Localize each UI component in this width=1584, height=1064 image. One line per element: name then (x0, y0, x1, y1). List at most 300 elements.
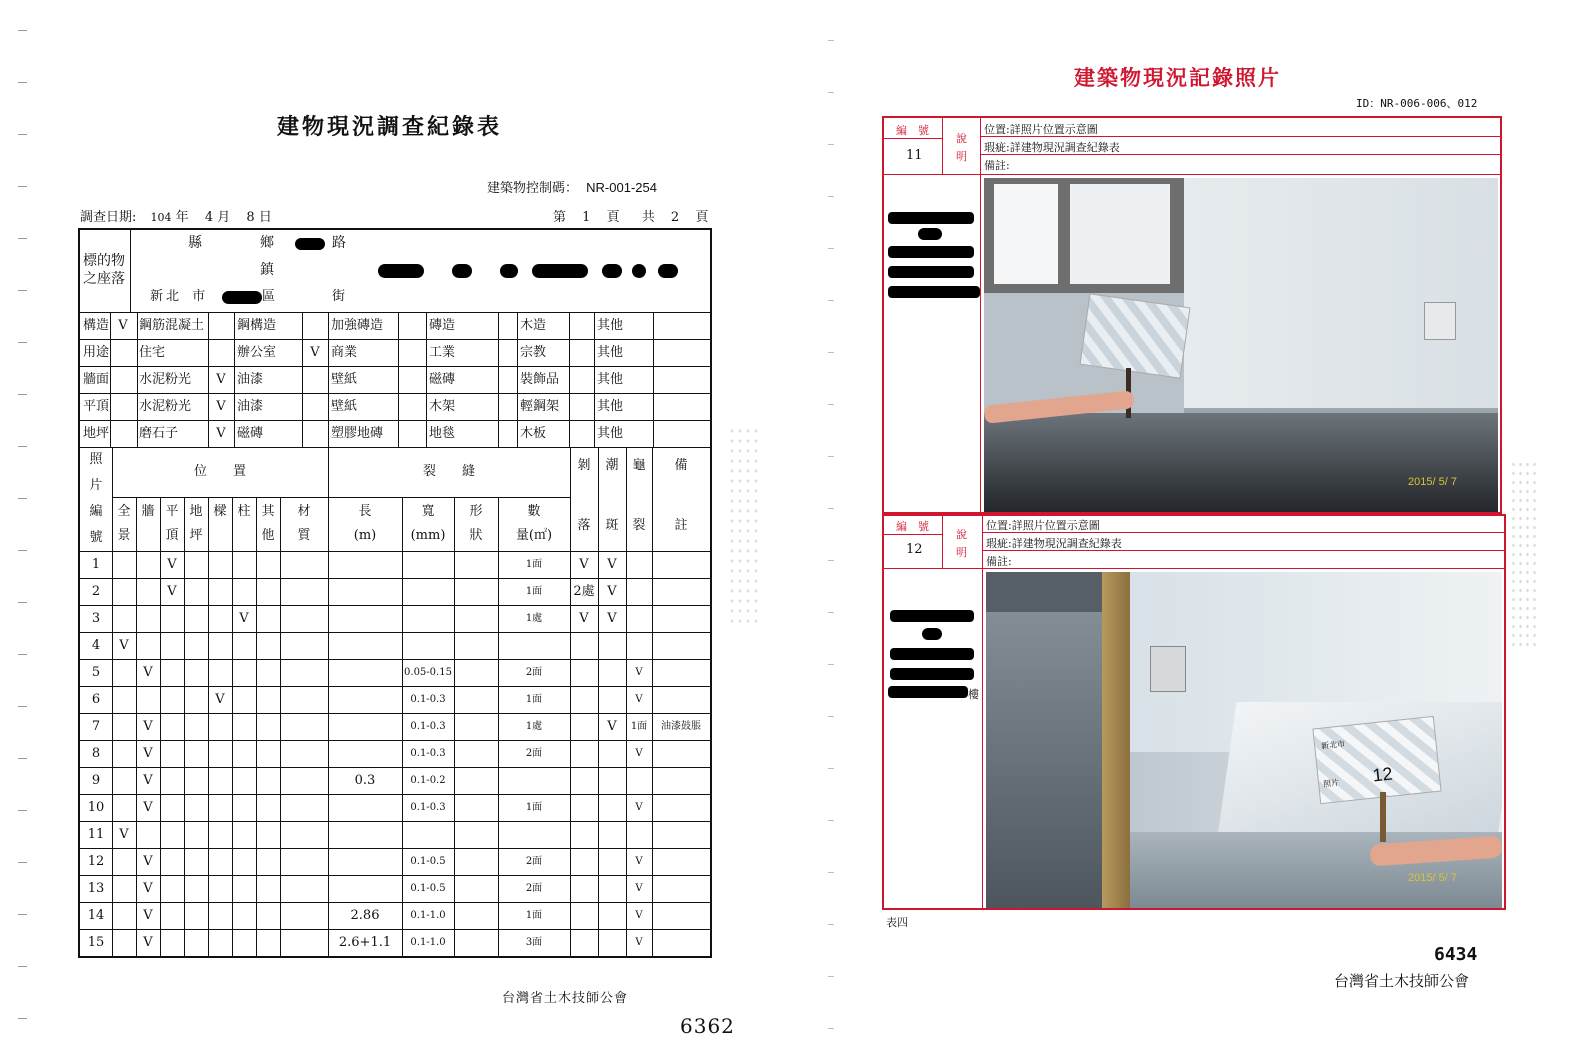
cell-no: 6 (91, 692, 101, 707)
attr-option: 磨石子 (139, 426, 179, 441)
cell-fissure: V (635, 802, 643, 813)
redaction-mark (918, 228, 942, 240)
header-position: 位 置 (193, 464, 246, 479)
total-label: 共 (641, 210, 655, 225)
cell-fissure: V (635, 883, 643, 894)
cell-qty: 2面 (525, 883, 543, 894)
redaction-mark (452, 264, 472, 278)
redaction-mark (888, 246, 974, 258)
date-year: 104 (150, 211, 172, 224)
tick-mark (18, 758, 27, 759)
location-street: 街 (332, 289, 346, 304)
attr-option: 木造 (520, 318, 547, 333)
location-township: 鄉 (260, 235, 274, 251)
grid-line (80, 740, 710, 741)
tick-mark (828, 716, 834, 717)
cell-width: 0.1-0.3 (410, 694, 446, 705)
ceiling-shadow (986, 572, 1102, 612)
cell-stain: V (607, 557, 617, 572)
total-unit: 頁 (695, 210, 709, 225)
redaction-mark (890, 610, 974, 622)
tick-mark (828, 456, 834, 457)
redaction-mark (922, 628, 942, 640)
attr-option: 其他 (597, 399, 624, 414)
tick-mark (18, 134, 27, 135)
desc-label-1: 說 (956, 528, 967, 541)
attr-option: 木架 (429, 399, 456, 414)
floor-shadow (984, 413, 1498, 512)
right-footer-org: 台灣省土木技師公會 (1334, 972, 1470, 990)
page-counter (553, 206, 708, 225)
cell-qty: 3面 (525, 937, 543, 948)
grid-line (302, 312, 303, 447)
attr-label: 構造 (82, 318, 109, 333)
header-photo-no: 片 (89, 478, 103, 493)
attr-label: 用途 (82, 345, 109, 360)
attr-option: 工業 (429, 345, 456, 360)
cell-column: V (239, 611, 249, 626)
attr-option: 壁紙 (331, 372, 358, 387)
tick-mark (828, 768, 834, 769)
grid-line (498, 312, 499, 447)
tick-mark (828, 352, 834, 353)
left-page-stamp: 6362 (680, 1014, 735, 1038)
entry-note: 備註: (984, 159, 1010, 172)
date-label: 調查日期: (80, 210, 137, 225)
redaction-mark (378, 264, 424, 278)
wall-surface (1184, 178, 1498, 408)
cell-no: 12 (87, 854, 105, 869)
cell-fissure: V (635, 748, 643, 759)
attr-option: 木板 (520, 426, 547, 441)
cell-no: 1 (91, 557, 101, 572)
desc-label-2: 明 (956, 546, 967, 559)
cell-wall: V (143, 800, 153, 815)
header-stain: 斑 (605, 518, 619, 533)
redaction-mark (602, 264, 622, 278)
header-remark: 備 (674, 458, 688, 473)
grid-line (208, 497, 209, 956)
location-city-name: 新北 (150, 289, 183, 304)
cell-peel: 2處 (573, 584, 595, 599)
grid-line (112, 447, 113, 956)
corridor-wall (986, 572, 1102, 908)
wall-switch-box (1424, 302, 1456, 340)
cell-qty: 1面 (525, 586, 543, 597)
redaction-mark (658, 264, 678, 278)
location-town: 鎮 (260, 262, 274, 278)
page-number: 1 (582, 210, 591, 225)
attr-option: 水泥粉光 (139, 399, 192, 414)
cell-wall: V (143, 854, 153, 869)
attr-option: 鋼筋混凝土 (139, 318, 205, 333)
redaction-mark (295, 238, 325, 250)
header-shape: 狀 (469, 528, 483, 543)
grid-line (80, 393, 710, 394)
cell-ceiling: V (167, 557, 177, 572)
cell-ceiling: V (167, 584, 177, 599)
cell-qty: 2面 (525, 667, 543, 678)
attr-option: 塑膠地磚 (331, 426, 384, 441)
attr-mark: V (118, 318, 128, 333)
attr-option: 辦公室 (237, 345, 277, 360)
date-day-unit: 日 (258, 210, 272, 225)
tick-mark (18, 966, 27, 967)
attr-mark: V (310, 345, 320, 360)
cell-no: 4 (91, 638, 101, 653)
cell-no: 9 (91, 773, 101, 788)
attr-option: 宗教 (520, 345, 547, 360)
entry-position: 位置:詳照片位置示意圖 (986, 519, 1100, 532)
attr-option: 商業 (331, 345, 358, 360)
header-remark: 註 (674, 518, 688, 533)
header-quantity: 數 (527, 504, 541, 519)
cell-fissure: V (635, 667, 643, 678)
grid-line (80, 420, 710, 421)
cell-no: 7 (91, 719, 101, 734)
header-all: 景 (117, 528, 131, 543)
cell-width: 0.1-0.5 (410, 883, 446, 894)
attr-option: 住宅 (139, 345, 166, 360)
cell-qty: 2面 (525, 748, 543, 759)
grid-line (232, 497, 233, 956)
cell-no: 11 (87, 827, 105, 842)
cell-wall: V (143, 746, 153, 761)
header-beam: 樑 (213, 504, 227, 519)
tick-mark (18, 550, 27, 551)
entry-position: 位置:詳照片位置示意圖 (984, 123, 1098, 136)
grid-line (80, 366, 710, 367)
grid-line (426, 312, 427, 447)
cell-length: 0.3 (354, 773, 376, 788)
cell-all: V (119, 638, 129, 653)
location-city (150, 290, 205, 304)
cell-fissure: V (635, 694, 643, 705)
scan-noise (1510, 460, 1538, 650)
attr-option: 油漆 (237, 399, 264, 414)
tick-mark (18, 810, 27, 811)
date-month-unit: 月 (217, 210, 231, 225)
cell-no: 15 (87, 935, 105, 950)
redaction-mark (532, 264, 588, 278)
tick-mark (828, 92, 834, 93)
grid-line (454, 497, 455, 956)
header-quantity: 量(㎡) (515, 528, 553, 543)
tick-mark (18, 706, 27, 707)
photo-12-date: 2015/ 5/ 7 (1408, 872, 1457, 884)
cell-width: 0.1-1.0 (410, 937, 446, 948)
redaction-mark (888, 686, 968, 698)
grid-line (398, 312, 399, 447)
header-fissure: 龜 (632, 458, 646, 473)
location-label (83, 252, 125, 288)
attr-mark: V (216, 426, 226, 441)
redaction-mark (888, 212, 974, 224)
cell-qty: 1處 (525, 721, 543, 732)
cell-peel: V (579, 557, 589, 572)
redaction-mark (888, 266, 974, 278)
control-code-line (487, 177, 657, 196)
left-footer-org: 台灣省土木技師公會 (502, 991, 629, 1006)
grid-line (80, 447, 710, 448)
cell-no: 14 (87, 908, 105, 923)
control-code-value: NR-001-254 (586, 180, 657, 195)
attr-option: 其他 (597, 372, 624, 387)
header-peel: 落 (577, 518, 591, 533)
cell-stain: V (607, 611, 617, 626)
attr-option: 壁紙 (331, 399, 358, 414)
grid-line (80, 312, 710, 313)
attr-option: 地毯 (429, 426, 456, 441)
header-stain: 潮 (605, 458, 619, 473)
attr-option: 裝飾品 (520, 372, 560, 387)
grid-line (80, 339, 710, 340)
header-column: 柱 (237, 504, 251, 519)
grid-line (80, 929, 710, 930)
table-label: 表四 (886, 916, 908, 929)
redaction-mark (888, 286, 980, 298)
margin-ticks (18, 30, 28, 1030)
header-crack: 裂 縫 (422, 464, 475, 479)
photo-record-id: ID：NR-006-006、012 (1356, 97, 1478, 110)
cell-width: 0.1-0.3 (410, 748, 446, 759)
header-length: (m) (353, 528, 377, 543)
header-material: 質 (297, 528, 311, 543)
cell-width: 0.1-1.0 (410, 910, 446, 921)
grid-line (80, 605, 710, 606)
entry-note: 備註: (986, 555, 1012, 568)
entry-defect: 瑕疵:詳建物現況調查紀錄表 (986, 537, 1122, 550)
survey-title: 建物現況調查紀錄表 (277, 114, 503, 140)
floor-suffix: 樓 (968, 688, 979, 701)
cell-length: 2.6+1.1 (338, 935, 392, 950)
grid-line (80, 794, 710, 795)
tick-mark (18, 498, 27, 499)
attr-label: 平頂 (82, 399, 109, 414)
grid-line (517, 312, 518, 447)
grid-line (110, 312, 111, 447)
cell-wall: V (143, 773, 153, 788)
header-floor: 地 (189, 504, 203, 519)
tick-mark (828, 508, 834, 509)
grid-line (80, 551, 710, 552)
grid-line (569, 312, 570, 447)
cell-qty: 1面 (525, 559, 543, 570)
tick-mark (828, 924, 834, 925)
cell-width: 0.1-0.2 (410, 775, 446, 786)
sign-photo-label: 照片 (1322, 778, 1340, 789)
cell-width: 0.05-0.15 (404, 667, 452, 678)
grid-line (80, 686, 710, 687)
cell-fissure: V (635, 937, 643, 948)
cell-qty: 1面 (525, 910, 543, 921)
tick-mark (18, 342, 27, 343)
cell-peel: V (579, 611, 589, 626)
photo-entry-11 (882, 116, 1502, 514)
cell-width: 0.1-0.5 (410, 856, 446, 867)
grid-line (328, 447, 329, 956)
entry-desc-label (956, 526, 967, 562)
cell-fissure: V (635, 910, 643, 921)
cell-wall: V (143, 935, 153, 950)
location-county: 縣 (188, 235, 202, 251)
redaction-mark (890, 668, 974, 680)
location-label-line2: 之座落 (83, 271, 125, 287)
entry-no-label: 編 號 (896, 520, 929, 533)
tick-mark (828, 1028, 834, 1029)
attr-option: 水泥粉光 (139, 372, 192, 387)
cell-no: 13 (87, 881, 105, 896)
cell-all: V (119, 827, 129, 842)
header-photo-no: 號 (89, 530, 103, 545)
grid-line (80, 632, 710, 633)
window-pane (994, 184, 1058, 284)
attr-option: 加強磚造 (331, 318, 384, 333)
attr-option: 磁磚 (429, 372, 456, 387)
cell-qty: 1面 (525, 694, 543, 705)
grid-line (80, 578, 710, 579)
grid-line (80, 713, 710, 714)
location-district: 區 (262, 289, 276, 304)
tick-mark (828, 248, 834, 249)
header-peel: 剝 (577, 458, 591, 473)
header-shape: 形 (469, 504, 483, 519)
grid-line (80, 821, 710, 822)
attr-mark: V (216, 399, 226, 414)
header-other: 其 (261, 504, 275, 519)
cell-width: 0.1-0.3 (410, 802, 446, 813)
control-code-label: 建築物控制碼： (487, 181, 579, 196)
cell-length: 2.86 (350, 908, 380, 923)
cell-no: 8 (91, 746, 101, 761)
page-label: 第 (553, 210, 567, 225)
cell-no: 10 (87, 800, 105, 815)
header-fissure: 裂 (632, 518, 646, 533)
tick-mark (18, 82, 27, 83)
tick-mark (18, 394, 27, 395)
tick-mark (828, 560, 834, 561)
photo-sign (1079, 293, 1190, 378)
photo-record-title: 建築物現況記錄照片 (1074, 65, 1281, 90)
photo-11 (984, 178, 1498, 512)
tick-mark (828, 196, 834, 197)
grid-line (80, 659, 710, 660)
cell-wall: V (143, 719, 153, 734)
date-month: 4 (204, 210, 214, 225)
header-ceiling: 平 (165, 504, 179, 519)
grid-line (208, 312, 209, 447)
grid-line (112, 497, 570, 498)
attr-label: 地坪 (82, 426, 109, 441)
header-material: 材 (297, 504, 311, 519)
grid-line (137, 312, 138, 447)
tick-mark (18, 654, 27, 655)
header-width: (mm) (410, 528, 446, 543)
attr-option: 輕鋼架 (520, 399, 560, 414)
header-all: 全 (117, 504, 131, 519)
photo-12 (986, 572, 1502, 908)
tick-mark (828, 144, 834, 145)
header-width: 寬 (421, 504, 435, 519)
grid-line (234, 312, 235, 447)
entry-defect: 瑕疵:詳建物現況調查紀錄表 (984, 141, 1120, 154)
cell-wall: V (143, 665, 153, 680)
redaction-mark (890, 648, 974, 660)
redaction-mark (632, 264, 646, 278)
wall-switch-box (1150, 646, 1186, 692)
grid-line (653, 312, 654, 447)
date-day: 8 (246, 210, 255, 225)
header-ceiling: 頂 (165, 528, 179, 543)
margin-ticks (828, 40, 836, 1040)
sign-city: 新北市 (1320, 739, 1346, 751)
cell-qty: 2面 (525, 856, 543, 867)
tick-mark (18, 446, 27, 447)
cell-wall: V (143, 881, 153, 896)
window-pane (1070, 184, 1170, 284)
header-other: 他 (261, 528, 275, 543)
cell-wall: V (143, 908, 153, 923)
tick-mark (828, 976, 834, 977)
desc-label-1: 說 (956, 132, 967, 145)
attr-option: 其他 (597, 345, 624, 360)
tick-mark (828, 664, 834, 665)
grid-line (594, 312, 595, 447)
location-label-line1: 標的物 (83, 253, 125, 269)
cell-no: 3 (91, 611, 101, 626)
attr-option: 磚造 (429, 318, 456, 333)
total-pages: 2 (670, 210, 680, 225)
cell-no: 5 (91, 665, 101, 680)
scan-noise (728, 426, 762, 626)
cell-no: 2 (91, 584, 101, 599)
redaction-mark (500, 264, 518, 278)
grid-line (80, 767, 710, 768)
header-photo-no: 照 (89, 452, 103, 467)
tick-mark (18, 290, 27, 291)
tick-mark (828, 872, 834, 873)
cell-beam: V (215, 692, 225, 707)
header-length: 長 (358, 504, 372, 519)
attr-mark: V (216, 372, 226, 387)
attr-option: 磁磚 (237, 426, 264, 441)
cell-fissure: V (635, 856, 643, 867)
grid-line (184, 497, 185, 956)
entry-no: 11 (906, 148, 923, 163)
survey-table (78, 228, 712, 958)
grid-line (280, 497, 281, 956)
tick-mark (18, 1018, 27, 1019)
photo-record-page (842, 0, 1584, 1064)
attr-option: 其他 (597, 426, 624, 441)
photo-11-date: 2015/ 5/ 7 (1408, 476, 1457, 488)
grid-line (80, 848, 710, 849)
page-unit: 頁 (606, 210, 620, 225)
tick-mark (18, 238, 27, 239)
cell-stain: V (607, 719, 617, 734)
grid-line (80, 875, 710, 876)
cell-fissure: 1面 (630, 721, 648, 732)
tick-mark (18, 914, 27, 915)
sign-stick (1380, 792, 1386, 842)
tick-mark (828, 40, 834, 41)
cell-remark: 油漆鼓脹 (661, 721, 701, 732)
photo-entry-12 (882, 514, 1506, 910)
tick-mark (18, 30, 27, 31)
attr-option: 油漆 (237, 372, 264, 387)
survey-date (80, 206, 272, 225)
entry-no-label: 編 號 (896, 124, 929, 137)
